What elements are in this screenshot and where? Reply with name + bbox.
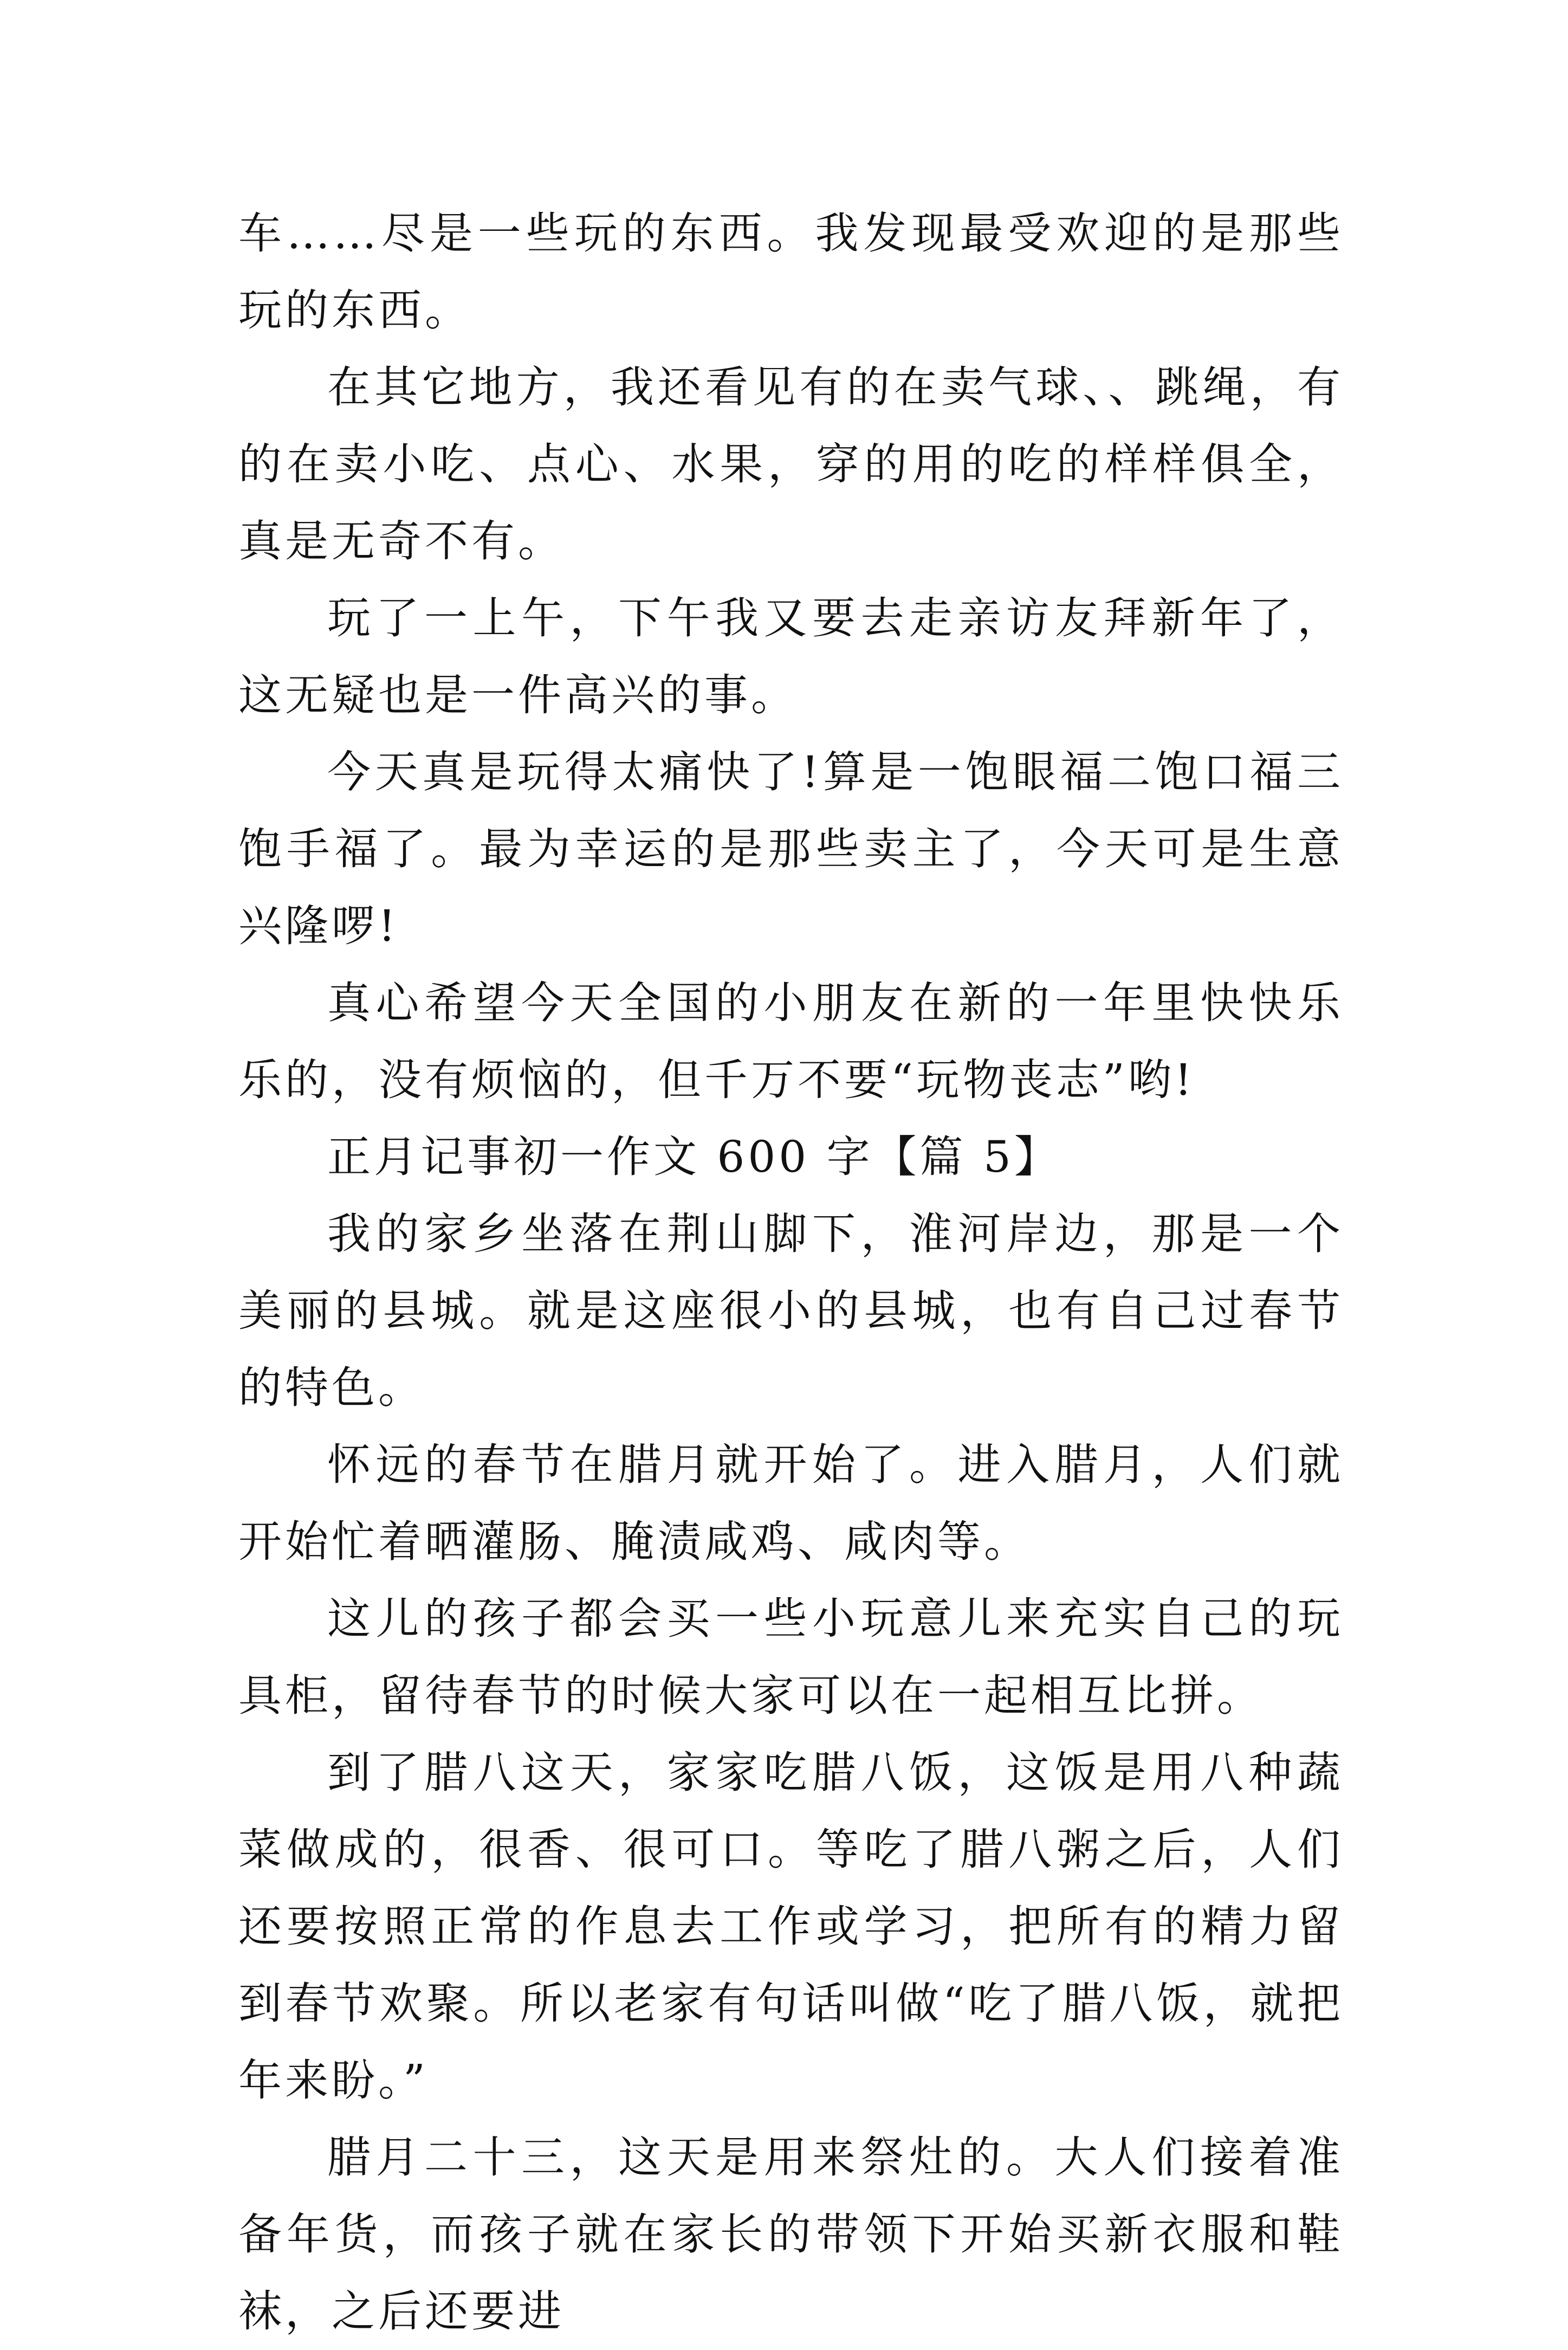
- paragraph: 怀远的春节在腊月就开始了。进入腊月，人们就开始忙着晒灌肠、腌渍咸鸡、咸肉等。: [238, 1439, 1344, 1567]
- document-body: [238, 195, 1344, 2350]
- paragraph: 这儿的孩子都会买一些小玩意儿来充实自己的玩具柜，留待春节的时候大家可以在一起相互比拼。: [238, 1593, 1344, 1721]
- paragraph: 车……尽是一些玩的东西。我发现最受欢迎的是那些玩的东西。: [238, 208, 1344, 335]
- section-heading: 正月记事初一作文 600 字【篇 5】: [327, 1132, 1061, 1182]
- paragraph: 在其它地方，我还看见有的在卖气球、、跳绳，有的在卖小吃、点心、水果，穿的用的吃的样样俱全，真是无奇不有。: [238, 362, 1344, 566]
- paragraph: 我的家乡坐落在荆山脚下，淮河岸边，那是一个美丽的县城。就是这座很小的县城，也有自己过春节的特色。: [238, 1209, 1344, 1413]
- paragraph: 今天真是玩得太痛快了!算是一饱眼福二饱口福三饱手福了。最为幸运的是那些卖主了，今天可是生意兴隆啰!: [238, 747, 1344, 951]
- paragraph: 玩了一上午，下午我又要去走亲访友拜新年了，这无疑也是一件高兴的事。: [238, 593, 1344, 720]
- paragraph: 到了腊八这天，家家吃腊八饭，这饭是用八种蔬菜做成的，很香、很可口。等吃了腊八粥之后，人们还要按照正常的作息去工作或学习，把所有的精力留到春节欢聚。所以老家有句话叫做“吃了腊八饭，就把年来盼。”: [238, 1747, 1344, 2106]
- paragraph: 腊月二十三，这天是用来祭灶的。大人们接着准备年货，而孩子就在家长的带领下开始买新衣服和鞋袜，之后还要进: [238, 2132, 1344, 2336]
- paragraph: 真心希望今天全国的小朋友在新的一年里快快乐乐的，没有烦恼的，但千万不要“玩物丧志”哟!: [238, 978, 1344, 1105]
